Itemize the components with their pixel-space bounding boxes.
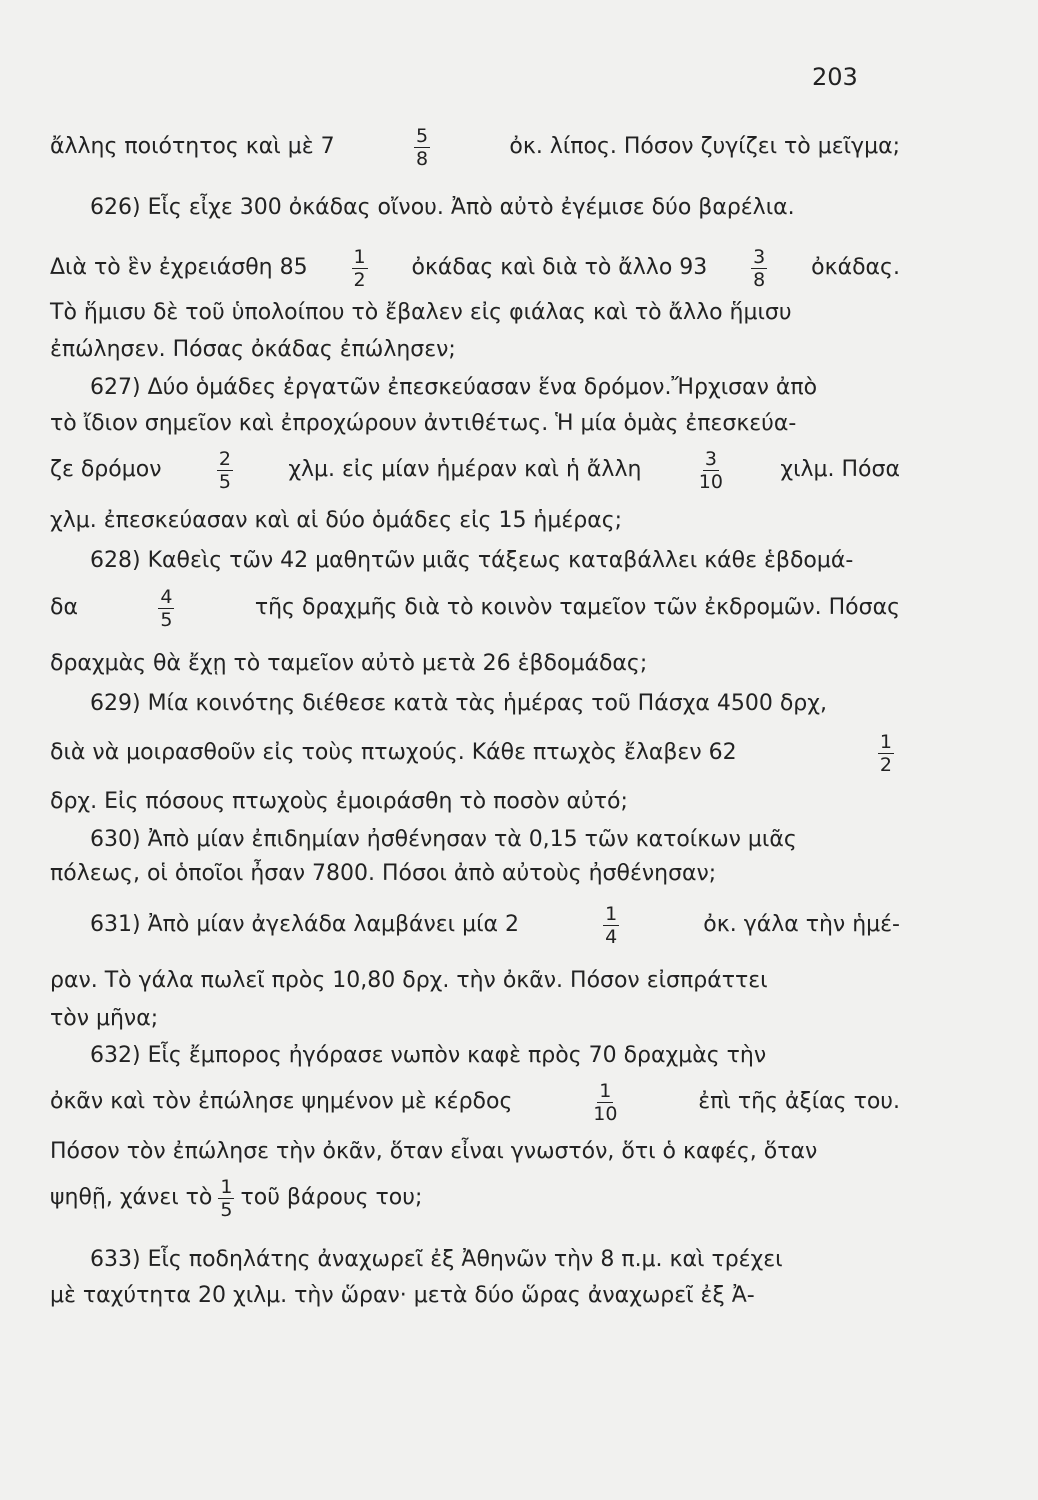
- page-number: 203: [812, 63, 858, 91]
- problem-632-line-2: ὀκᾶν καὶ τὸν ἐπώλησε ψημένον μὲ κέρδος 1 10 ἐπὶ τῆς ἀξίας του.: [50, 1079, 900, 1125]
- problem-632-line-4: ψηθῇ, χάνει τὸ 1 5 τοῦ βάρους του;: [50, 1175, 423, 1221]
- problem-633-line-1: 633) Εἷς ποδηλάτης ἀναχωρεῖ ἐξ Ἀθηνῶν τὴν 8 π.μ. καὶ τρέχει: [90, 1247, 783, 1272]
- problem-626-line-3: Τὸ ἥμισυ δὲ τοῦ ὑπολοίπου τὸ ἔβαλεν εἰς φιάλας καὶ τὸ ἄλλο ἥμισυ: [50, 300, 792, 325]
- problem-632-line-3: Πόσον τὸν ἐπώλησε τὴν ὀκᾶν, ὅταν εἶναι γνωστόν, ὅτι ὁ καφές, ὅταν: [50, 1139, 818, 1164]
- problem-626-line-1: 626) Εἷς εἶχε 300 ὀκάδας οἴνου. Ἀπὸ αὐτὸ ἐγέμισε δύο βαρέλια.: [90, 195, 795, 220]
- problem-633-line-2: μὲ ταχύτητα 20 χιλμ. τὴν ὥραν· μετὰ δύο ὥρας ἀναχωρεῖ ἐξ Ἀ-: [50, 1283, 755, 1308]
- problem-627-line-2: τὸ ἴδιον σημεῖον καὶ ἐπροχώρουν ἀντιθέτως. Ἡ μία ὁμὰς ἐπεσκεύα-: [50, 411, 797, 436]
- fraction-5-8: 5 8: [415, 124, 429, 170]
- problem-631-line-2: ραν. Τὸ γάλα πωλεῖ πρὸς 10,80 δρχ. τὴν ὀκᾶν. Πόσον εἰσπράττει: [50, 968, 768, 993]
- line-1: [50, 119, 900, 175]
- fraction-3-10: 3 10: [698, 447, 723, 493]
- problem-632-line-1: 632) Εἷς ἔμπορος ἠγόρασε νωπὸν καφὲ πρὸς 70 δραχμὰς τὴν: [90, 1043, 767, 1068]
- fraction-1-4: 1 4: [605, 902, 618, 948]
- fraction-1-2: 1 2: [353, 245, 366, 291]
- problem-626-line-4: ἐπώλησεν. Πόσας ὀκάδας ἐπώλησεν;: [50, 337, 456, 362]
- problem-629-line-2: διὰ νὰ μοιρασθοῦν εἰς τοὺς πτωχούς. Κάθε πτωχὸς ἔλαβεν 62 1 2: [50, 730, 892, 776]
- problem-630-line-1: 630) Ἀπὸ μίαν ἐπιδημίαν ἠσθένησαν τὰ 0,15 τῶν κατοίκων μιᾶς: [90, 827, 797, 852]
- line-1-text-b: ὀκ. λίπος. Πόσον ζυγίζει τὸ μεῖγμα;: [509, 134, 900, 159]
- fraction-4-5: 4 5: [160, 585, 173, 631]
- problem-626-line-2: Διὰ τὸ ἓν ἐχρειάσθη 85 1 2 ὀκάδας καὶ διὰ τὸ ἄλλο 93 3 8 ὀκάδας.: [50, 245, 900, 291]
- fraction-1-10: 1 10: [593, 1079, 618, 1125]
- problem-631-line-1: 631) Ἀπὸ μίαν ἀγελάδα λαμβάνει μία 2 1 4 ὀκ. γάλα τὴν ἡμέ-: [90, 902, 900, 948]
- line-1-text-a: ἄλλης ποιότητος καὶ μὲ 7: [50, 134, 335, 159]
- problem-629-line-3: δρχ. Εἰς πόσους πτωχοὺς ἐμοιράσθη τὸ ποσὸν αὐτό;: [50, 789, 628, 814]
- problem-627-line-1: 627) Δύο ὁμάδες ἐργατῶν ἐπεσκεύασαν ἕνα δρόμον.Ἤρχισαν ἀπὸ: [90, 375, 818, 400]
- problem-628-line-1: 628) Καθεὶς τῶν 42 μαθητῶν μιᾶς τάξεως καταβάλλει κάθε ἑβδομά-: [90, 548, 854, 573]
- problem-628-line-2: δα 4 5 τῆς δραχμῆς διὰ τὸ κοινὸν ταμεῖον τῶν ἐκδρομῶν. Πόσας: [50, 585, 900, 631]
- fraction-2-5: 2 5: [218, 447, 231, 493]
- fraction-1-5: 1 5: [220, 1175, 233, 1221]
- problem-628-line-3: δραχμὰς θὰ ἔχῃ τὸ ταμεῖον αὐτὸ μετὰ 26 ἑβδομάδας;: [50, 651, 648, 676]
- problem-629-line-1: 629) Μία κοινότης διέθεσε κατὰ τὰς ἡμέρας τοῦ Πάσχα 4500 δρχ,: [90, 691, 827, 716]
- problem-631-line-3: τὸν μῆνα;: [50, 1006, 159, 1031]
- problem-627-line-4: χλμ. ἐπεσκεύασαν καὶ αἱ δύο ὁμάδες εἰς 15 ἡμέρας;: [50, 508, 623, 533]
- problem-627-line-3: ζε δρόμον 2 5 χλμ. εἰς μίαν ἡμέραν καὶ ἡ ἄλλη 3 10 χιλμ. Πόσα: [50, 447, 900, 493]
- fraction-3-8: 3 8: [753, 245, 766, 291]
- fraction-1-2b: 1 2: [879, 730, 892, 776]
- problem-630-line-2: πόλεως, οἱ ὁποῖοι ἦσαν 7800. Πόσοι ἀπὸ αὐτοὺς ἠσθένησαν;: [50, 861, 717, 886]
